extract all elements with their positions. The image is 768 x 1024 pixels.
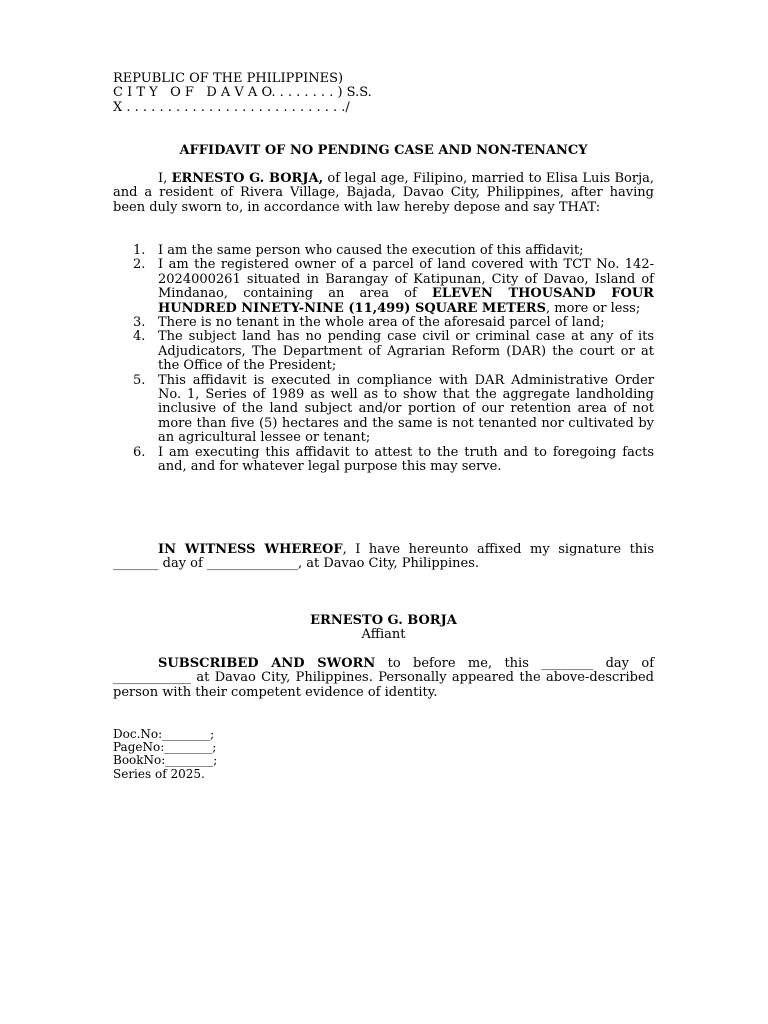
document-title: AFFIDAVIT OF NO PENDING CASE AND NON-TENANCY	[179, 143, 588, 158]
venue-line-x: X . . . . . . . . . . . . . . . . . . . . . . . . . . ./	[113, 99, 350, 115]
item-number: 5.	[133, 372, 146, 388]
item-text: I am the registered owner of a parcel of land covered with TCT No. 142-2024000261 situated in Barangay of Katipunan, City of Davao, Island of Mindanao, containing an area of	[158, 257, 654, 302]
list-item	[113, 330, 654, 373]
item-text: I am the same person who caused the execution of this affidavit;	[158, 243, 584, 258]
notarial-register	[113, 728, 413, 781]
item-number: 3.	[133, 315, 146, 331]
witness-text: , I have hereunto affixed my signature this _______ day of ______________, at Davao City, Philippines.	[113, 542, 654, 572]
doc-number: Doc.No:________;	[113, 727, 215, 741]
item-text: I am executing this affidavit to attest to the truth and to foregoing facts and, and for whatever legal purpose this may serve.	[158, 444, 654, 475]
venue-block	[113, 72, 433, 115]
item-number: 1.	[133, 243, 146, 258]
book-number: BookNo:________;	[113, 753, 218, 768]
affiant-block	[113, 614, 654, 643]
item-text: The subject land has no pending case civil or criminal case at any of its Adjudicators, The Department of Agrarian Reform (DAR) the court or at the Office of the President;	[158, 329, 654, 374]
list-item	[113, 258, 654, 316]
list-item	[113, 374, 654, 446]
intro-paragraph	[113, 172, 654, 215]
venue-line-city: C I T Y O F D A V A O. . . . . . . . ) S.S.	[113, 85, 372, 101]
statement-list	[113, 244, 654, 475]
item-number: 4.	[133, 329, 146, 345]
item-number: 6.	[133, 444, 146, 460]
affiant-label: Affiant	[361, 627, 406, 643]
witness-bold: IN WITNESS WHEREOF	[158, 542, 343, 557]
intro-text: of legal age, Filipino, married to Elisa Luis Borja, and a resident of Rivera Village, Bajada, Davao City, Philippines, after having been duly sworn to, in accordance with law hereby depose and say THAT:	[113, 171, 654, 215]
item-number: 2.	[133, 257, 146, 273]
page-number: PageNo:________;	[113, 740, 217, 755]
series-year: Series of 2025.	[113, 766, 205, 781]
item-text: There is no tenant in the whole area of the aforesaid parcel of land;	[158, 315, 605, 331]
affiant-name-intro: ERNESTO G. BORJA,	[171, 171, 324, 186]
list-item	[113, 244, 654, 258]
affiant-name: ERNESTO G. BORJA	[310, 613, 457, 628]
list-item	[113, 316, 654, 330]
witness-paragraph	[113, 543, 654, 572]
item-text-end: , more or less;	[546, 300, 641, 316]
intro-prefix: I,	[158, 171, 172, 186]
venue-line-republic: REPUBLIC OF THE PHILIPPINES)	[113, 71, 344, 86]
jurat-text: to before me, this ________ day of ____________ at Davao City, Philippines. Personally appeared the above-described person with their competent evidence of identity.	[113, 656, 655, 700]
item-area-bold: ELEVEN THOUSAND FOUR HUNDRED NINETY-NINE (11,499) SQUARE METERS	[158, 286, 654, 316]
jurat-paragraph	[113, 657, 654, 700]
jurat-bold: SUBSCRIBED AND SWORN	[158, 656, 376, 671]
item-text: This affidavit is executed in compliance with DAR Administrative Order No. 1, Series of 1989 as well as to show that the aggregate landholding inclusive of the land subject and/or portion of our retention area of not more than five (5) hectares and the same is not tenanted nor cultivated by an agricultural lessee or tenant;	[158, 372, 654, 446]
list-item	[113, 446, 654, 475]
